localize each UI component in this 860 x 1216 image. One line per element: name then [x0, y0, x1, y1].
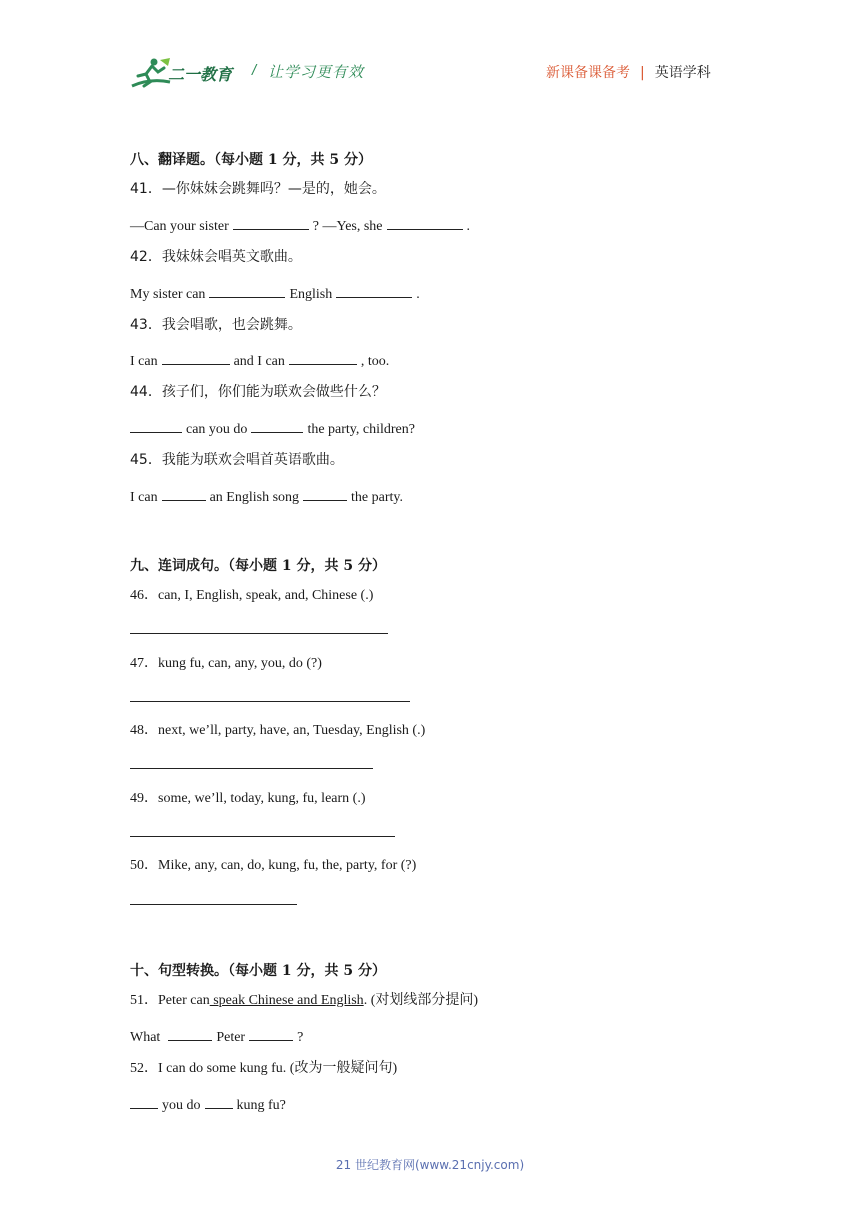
q41-text-1: —Can your sister: [130, 219, 229, 234]
q52-text-2: kung fu?: [236, 1098, 286, 1113]
q48-prompt: 48．next, we’ll, party, have, an, Tuesday, English (.): [130, 723, 426, 738]
section-10-title: 十、句型转换。（每小题 1 分，共 5 分）: [130, 963, 386, 979]
q42-text-2: English: [289, 287, 333, 302]
q44-prompt: 44．孩子们，你们能为联欢会做些什么？: [130, 384, 386, 400]
q51-answer: [130, 1026, 303, 1047]
q51-prompt: [130, 992, 478, 1010]
logo-text: 二一教育: [168, 65, 233, 84]
q44-blank-1[interactable]: [130, 418, 182, 433]
q43-blank-1[interactable]: [162, 350, 230, 365]
q45-text-2: an English song: [209, 490, 300, 505]
q52-prompt: 52．I can do some kung fu. (改为一般疑问句): [130, 1061, 398, 1076]
q44-answer: [130, 418, 415, 439]
section-8-title: 八、翻译题。（每小题 1 分，共 5 分）: [130, 152, 372, 168]
q52-text-1: you do: [162, 1098, 201, 1113]
q50-answer-line[interactable]: [130, 904, 297, 905]
q47-answer-line[interactable]: [130, 701, 410, 702]
q46-answer-line[interactable]: [130, 633, 388, 634]
slogan-separator: /: [252, 62, 257, 79]
header-subject-label: 英语学科: [654, 65, 711, 81]
q51-suffix: . (对划线部分提问): [363, 993, 479, 1008]
q43-prompt: 43．我会唱歌，也会跳舞。: [130, 317, 302, 333]
q42-prompt: 42．我妹妹会唱英文歌曲。: [130, 249, 302, 265]
q51-text-2: Peter: [216, 1030, 246, 1045]
q52-answer: [130, 1094, 286, 1115]
q42-text-1: My sister can: [130, 287, 206, 302]
q41-text-3: .: [466, 219, 471, 234]
q51-text-1: What: [130, 1030, 161, 1045]
q52-blank-2[interactable]: [205, 1094, 233, 1109]
q48-answer-line[interactable]: [130, 768, 373, 769]
q51-blank-2[interactable]: [249, 1026, 293, 1041]
q49-answer-line[interactable]: [130, 836, 395, 837]
q45-blank-2[interactable]: [303, 486, 347, 501]
q41-text-2: ? —Yes, she: [312, 219, 383, 234]
q45-prompt: 45．我能为联欢会唱首英语歌曲。: [130, 452, 344, 468]
q41-prompt: 41．—你妹妹会跳舞吗？—是的，她会。: [130, 181, 386, 197]
q44-text-2: the party, children?: [307, 422, 415, 437]
q45-answer: [130, 486, 403, 507]
section-9-title: 九、连词成句。（每小题 1 分，共 5 分）: [130, 558, 386, 574]
q51-prefix: 51．Peter can: [130, 993, 210, 1008]
page-footer: 21 世纪教育网(www.21cnjy.com): [335, 1158, 525, 1172]
q43-text-1: I can: [130, 354, 158, 369]
q50-prompt: 50．Mike, any, can, do, kung, fu, the, party, for (?): [130, 858, 417, 873]
q43-text-2: and I can: [233, 354, 285, 369]
q45-text-3: the party.: [351, 490, 404, 505]
q46-prompt: 46．can, I, English, speak, and, Chinese (.): [130, 588, 374, 603]
q41-blank-1[interactable]: [233, 215, 309, 230]
slogan: 让学习更有效: [268, 63, 365, 81]
q45-blank-1[interactable]: [162, 486, 206, 501]
q42-answer: [130, 283, 420, 304]
q52-blank-1[interactable]: [130, 1094, 158, 1109]
q43-blank-2[interactable]: [289, 350, 357, 365]
q49-prompt: 49．some, we’ll, today, kung, fu, learn (.): [130, 791, 366, 806]
q41-answer: [130, 215, 470, 236]
q41-blank-2[interactable]: [387, 215, 463, 230]
page-header: [0, 0, 860, 100]
q51-text-3: ?: [297, 1030, 304, 1045]
q51-blank-1[interactable]: [168, 1026, 212, 1041]
header-divider: |: [640, 65, 645, 81]
q45-text-1: I can: [130, 490, 158, 505]
q43-text-3: , too.: [360, 354, 390, 369]
q51-underlined-part: speak Chinese and English: [209, 993, 364, 1008]
q44-blank-2[interactable]: [251, 418, 303, 433]
header-primary-label: 新课备课备考: [546, 65, 630, 81]
q42-text-3: .: [416, 287, 420, 302]
q44-text-1: can you do: [186, 422, 248, 437]
q42-blank-1[interactable]: [209, 283, 285, 298]
q47-prompt: 47．kung fu, can, any, you, do (?): [130, 656, 322, 671]
q43-answer: [130, 350, 389, 371]
header-right: [546, 62, 711, 82]
q42-blank-2[interactable]: [336, 283, 412, 298]
